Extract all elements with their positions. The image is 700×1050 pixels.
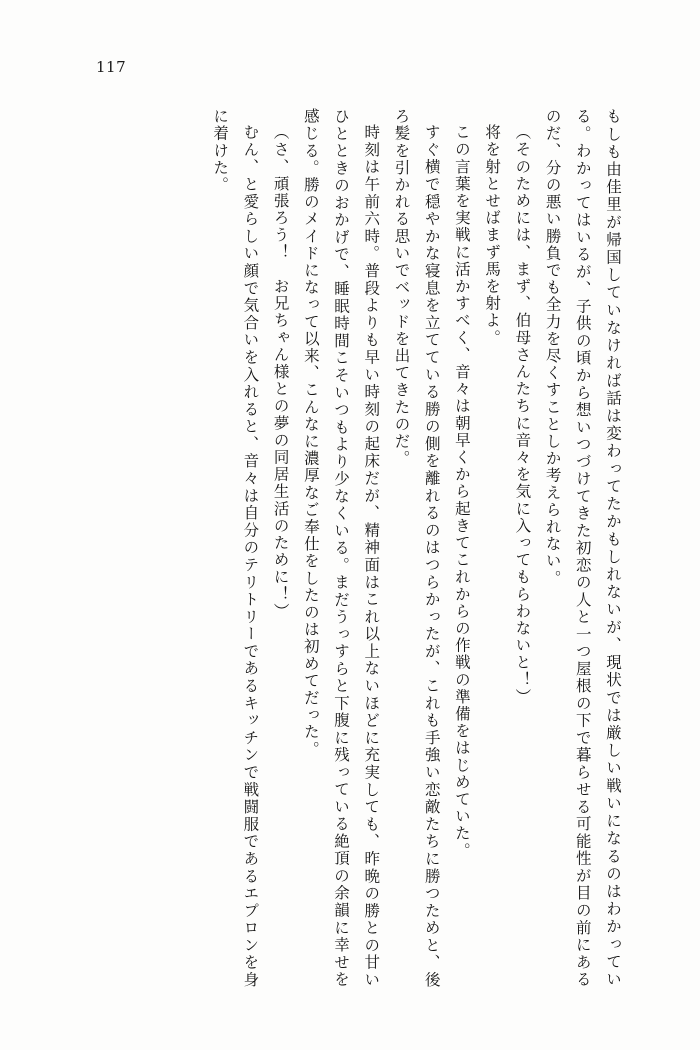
paragraph: （さ、頑張ろう！ お兄ちゃん様との夢の同居生活のために！）: [271, 123, 290, 620]
paragraph: 将を射とせばまず馬を射よ。: [483, 123, 502, 346]
body-text: [72, 108, 628, 988]
paragraph: （そのためには、まず、伯母さんたちに音々を気に入ってもらわないと！）: [513, 123, 532, 705]
paragraph: すぐ横で穏やかな寝息を立てている勝の側を離れるのはつらかったが、これも手強い恋敵たちに勝つためと、後ろ髪を引かれる思いでベッドを出てきたのだ。: [392, 108, 441, 988]
paragraph: この言葉を実戦に活かすべく、音々は朝早くから起きてこれからの作戦の準備をはじめていた。: [452, 123, 471, 859]
paragraph: もしも由佳里が帰国していなければ話は変わってたかもしれないが、現状では厳しい戦いになるのはわかっている。わかってはいるが、子供の頃から想いつづけてきた初恋の人と一つ屋根の下で暮らせる可能性が目の前にあるのだ、分の悪い勝負でも全力を尽くすことしか考えられない。: [543, 108, 622, 988]
paragraph: むん、と愛らしい顔で気合いを入れると、音々は自分のテリトリーであるキッチンで戦闘服であるエプロンを身に着けた。: [211, 108, 260, 988]
page-number: 117: [96, 58, 127, 76]
paragraph: 時刻は午前六時。普段よりも早い時刻の起床だが、精神面はこれ以上ないほどに充実しても、昨晩の勝との甘いひとときのおかげで、睡眠時間こそいつもより少なくいる。まだうっすらと下腹に残っている絶頂の余韻に幸せを感じる。勝のメイドになって以来、こんなに濃厚なご奉仕をしたのは初めてだった。: [301, 108, 381, 988]
